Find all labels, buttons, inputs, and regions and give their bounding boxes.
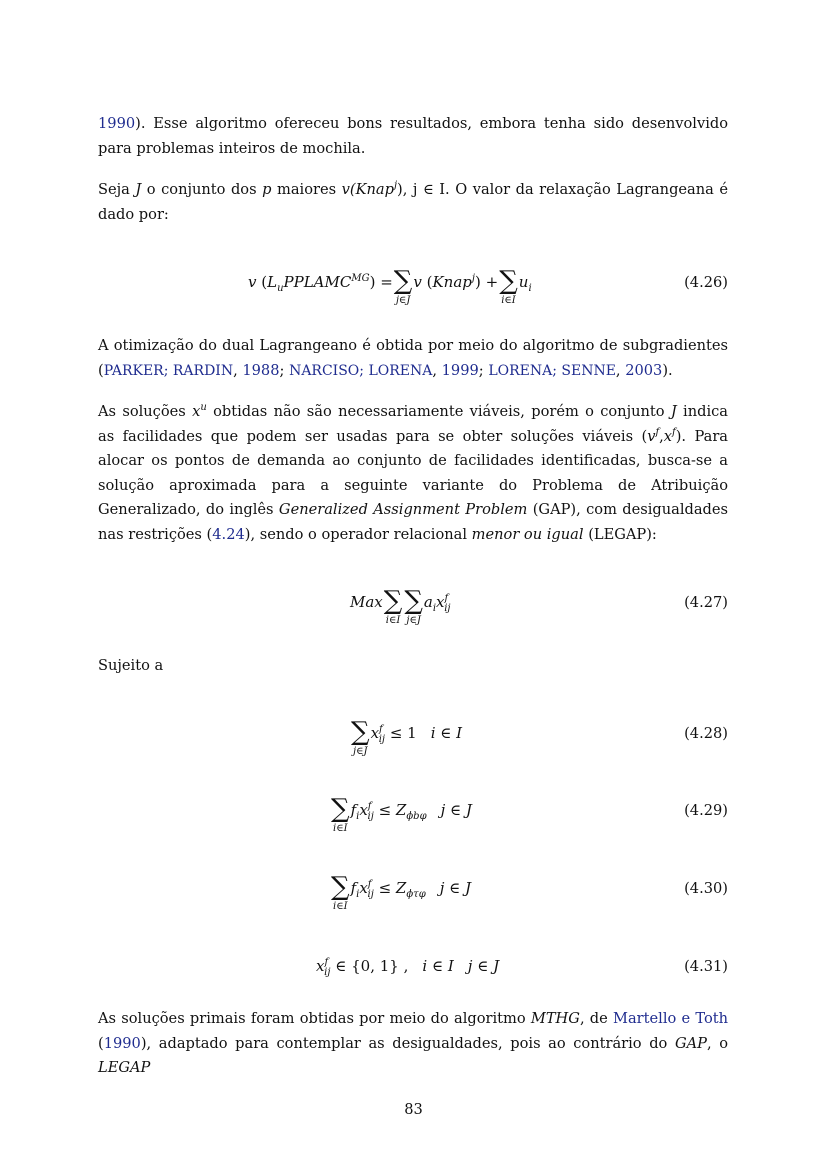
sum-symbol: ∑ j∈J bbox=[351, 717, 370, 757]
equation-number: (4.28) bbox=[684, 725, 728, 742]
sum-symbol: ∑ j∈J bbox=[404, 586, 423, 626]
equation-number: (4.27) bbox=[684, 594, 728, 611]
text: ), sendo o operador relacional bbox=[244, 525, 468, 543]
text: , o bbox=[706, 1034, 728, 1052]
equation-number: (4.29) bbox=[684, 802, 728, 819]
equation-body: Max ∑ i∈I ∑ j∈J $a_ix^f_{ij}$ bbox=[350, 586, 451, 626]
equation-body: ∑ j∈J $x^f_{ij} \le 1$ i ∈ I bbox=[351, 717, 463, 757]
italic-term: MTHG bbox=[530, 1010, 580, 1027]
math-sup: j bbox=[393, 180, 398, 192]
citation-link[interactable]: Martello e Toth bbox=[613, 1010, 729, 1027]
sum-symbol: ∑ i∈I bbox=[499, 266, 518, 306]
equation-body: ∑ i∈I $f_ix^f_{ij} \le Z_{\phi b\varphi}$ j ∈ J bbox=[331, 794, 472, 834]
paragraph-subject-to bbox=[98, 654, 728, 679]
sum-symbol: ∑ i∈I bbox=[331, 872, 350, 912]
equation-number: (4.30) bbox=[684, 880, 728, 897]
equation-number: (4.26) bbox=[684, 274, 728, 291]
equation-4-26 bbox=[98, 268, 728, 316]
math-var: x bbox=[663, 427, 673, 445]
page-number: 83 bbox=[404, 1101, 423, 1118]
text: (LEGAP): bbox=[588, 525, 657, 543]
paragraph-dual: A otimização do dual Lagrangeano é obtida por meio do algoritmo de subgradientes (PARKER; RARDIN, 1988; NARCISO; LORENA, 1999; LORENA; SENNE, 2003). bbox=[98, 337, 728, 379]
sum-symbol: ∑ j∈J bbox=[393, 266, 413, 306]
citation-link[interactable]: 1990 bbox=[98, 115, 136, 132]
italic-term: GAP bbox=[674, 1034, 707, 1052]
equation-body: ∑ i∈I $f_ix^f_{ij} \le Z_{\phi\tau\varphi}$ j ∈ J bbox=[331, 872, 472, 912]
equation-body: $x^f_{ij}$ ∈ {0, 1} , i ∈ I j ∈ J bbox=[316, 957, 500, 978]
equation-4-27 bbox=[98, 588, 728, 636]
text: As soluções bbox=[98, 403, 186, 420]
citation-link[interactable]: 2003 bbox=[625, 361, 663, 379]
math-sup: u bbox=[200, 402, 207, 414]
math-var: x bbox=[192, 403, 201, 420]
text: ), j ∈ I. O valor da relaxação Lagrangeana é dado por: bbox=[98, 181, 729, 223]
text: (GAP), com desigualdades nas restrições ( bbox=[98, 501, 729, 543]
text: ), adaptado para contemplar as desigualdades, pois ao contrário do bbox=[140, 1034, 668, 1052]
text: A otimização do dual Lagrangeano é obtida por meio do algoritmo de subgradientes ( bbox=[98, 337, 728, 379]
equation-4-29 bbox=[98, 796, 728, 844]
equation-body: v $(L_uPPLAMC^{MG})$ = ∑ j∈J v (Knap$^j$) + ∑ i∈I $u_i$ bbox=[248, 266, 532, 306]
text: indica as facilidades que podem ser usadas para se obter soluções viáveis ( bbox=[98, 403, 728, 445]
sum-symbol: ∑ i∈I bbox=[331, 794, 350, 834]
paragraph-intro bbox=[98, 112, 728, 161]
text: ). Esse algoritmo ofereceu bons resultados, embora tenha sido desenvolvido para problemas inteiros de mochila. bbox=[98, 115, 728, 157]
citation-link[interactable]: LORENA; SENNE bbox=[488, 362, 616, 379]
paragraph-primal: As soluções primais foram obtidas por meio do algoritmo MTHG, de Martello e Toth (1990), adaptado para contemplar as desigualdades, pois ao contrário do GAP, o LEGAP bbox=[98, 1010, 729, 1076]
citation-link[interactable]: PARKER; RARDIN bbox=[103, 362, 234, 379]
equation-4-30 bbox=[98, 874, 728, 922]
math-sup: f bbox=[672, 426, 676, 438]
italic-term: LEGAP bbox=[98, 1059, 151, 1076]
math-sup: f bbox=[655, 426, 660, 438]
italic-term: menor ou igual bbox=[471, 525, 584, 543]
equation-4-28 bbox=[98, 719, 728, 767]
text: Seja bbox=[98, 181, 130, 198]
math-var: J bbox=[670, 403, 677, 420]
equation-number: (4.31) bbox=[684, 958, 728, 975]
paragraph-solutions: As soluções $x^u$ obtidas não são necessariamente viáveis, porém o conjunto J indica as facilidades que podem ser usadas para se obter soluções viáveis $(v^f,x^f)$. Para alocar os pontos de demanda ao conjunto de facilidades identificadas, busca-se a solução aproximada para a seguinte variante do Problema de Atribuição Generalizado, do inglês Generalized Assignment Problem (GAP), com desigualdades nas restrições (4.24), sendo o operador relacional menor ou igual (LEGAP): bbox=[98, 402, 729, 543]
italic-term: Generalized Assignment Problem bbox=[278, 501, 528, 518]
paragraph-definition bbox=[98, 178, 728, 227]
equation-4-31 bbox=[98, 952, 728, 1000]
text: maiores bbox=[277, 181, 337, 198]
sum-symbol: ∑ i∈I bbox=[383, 586, 403, 626]
text: ). Para alocar os pontos de demanda ao conjunto de facilidades identificadas, busca-se a solução aproximada para a seguinte variante do Problema de Atribuição Generalizado, do inglês bbox=[98, 427, 728, 518]
text: Sujeito a bbox=[98, 657, 164, 674]
citation-link[interactable]: 1990 bbox=[103, 1034, 141, 1052]
citation-link[interactable]: 1999 bbox=[441, 361, 479, 379]
text: , de bbox=[579, 1010, 608, 1027]
text: obtidas não são necessariamente viáveis, porém o conjunto bbox=[213, 403, 665, 420]
math-var: p bbox=[262, 181, 272, 198]
equation-ref-link[interactable]: 4.24 bbox=[212, 525, 245, 543]
math-var: J bbox=[135, 181, 142, 198]
math-var: v bbox=[647, 427, 656, 445]
citation-link[interactable]: NARCISO; LORENA bbox=[289, 362, 433, 379]
text: o conjunto dos bbox=[146, 181, 257, 198]
math-expr: v(Knap bbox=[341, 181, 394, 198]
text: As soluções primais foram obtidas por meio do algoritmo bbox=[98, 1010, 526, 1027]
citation-link[interactable]: 1988 bbox=[242, 361, 280, 379]
text: ). bbox=[662, 361, 673, 379]
